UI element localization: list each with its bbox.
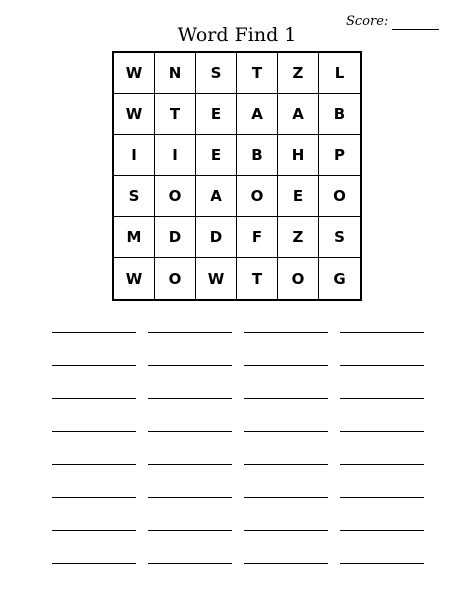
answer-blank-line bbox=[244, 497, 328, 498]
grid-cell: A bbox=[196, 176, 237, 217]
grid-cell: A bbox=[278, 94, 319, 135]
answer-blank-line bbox=[148, 431, 232, 432]
grid-cell: S bbox=[114, 176, 155, 217]
answer-blank-line bbox=[52, 530, 136, 531]
answer-blank-line bbox=[340, 332, 424, 333]
answer-blank-line bbox=[52, 464, 136, 465]
grid-cell: O bbox=[155, 258, 196, 299]
grid-cell: I bbox=[114, 135, 155, 176]
grid-cell: W bbox=[114, 94, 155, 135]
grid-cell: N bbox=[155, 53, 196, 94]
grid-cell: O bbox=[278, 258, 319, 299]
grid-cell: L bbox=[319, 53, 360, 94]
grid-cell: D bbox=[196, 217, 237, 258]
grid-cell: S bbox=[196, 53, 237, 94]
grid-cell: E bbox=[278, 176, 319, 217]
answer-blank-line bbox=[340, 464, 424, 465]
answer-blank-line bbox=[148, 530, 232, 531]
grid-cell: W bbox=[196, 258, 237, 299]
answer-blank-line bbox=[340, 497, 424, 498]
grid-cell: Z bbox=[278, 53, 319, 94]
grid-cell: O bbox=[237, 176, 278, 217]
grid-cell: W bbox=[114, 258, 155, 299]
grid-cell: B bbox=[237, 135, 278, 176]
answer-blank-line bbox=[244, 464, 328, 465]
grid-cell: T bbox=[155, 94, 196, 135]
answer-blank-line bbox=[52, 398, 136, 399]
answer-blank-line bbox=[52, 563, 136, 564]
answer-blank-line bbox=[244, 398, 328, 399]
answer-blank-line bbox=[340, 563, 424, 564]
answer-blank-line bbox=[148, 398, 232, 399]
grid-cell: B bbox=[319, 94, 360, 135]
grid-cell: M bbox=[114, 217, 155, 258]
grid-cell: E bbox=[196, 94, 237, 135]
answer-blank-line bbox=[340, 365, 424, 366]
grid-cell: G bbox=[333, 269, 346, 288]
answer-blank-line bbox=[244, 332, 328, 333]
answer-blank-line bbox=[148, 365, 232, 366]
answer-blank-line bbox=[148, 497, 232, 498]
answer-blank-line bbox=[52, 431, 136, 432]
grid-cell: O bbox=[319, 176, 360, 217]
answer-blank-line bbox=[340, 530, 424, 531]
answer-blank-line bbox=[52, 365, 136, 366]
answer-blank-line bbox=[244, 530, 328, 531]
score-label: Score: bbox=[346, 14, 389, 29]
grid-cell: S bbox=[319, 217, 360, 258]
answer-blank-line bbox=[148, 332, 232, 333]
answer-blank-line bbox=[148, 563, 232, 564]
answer-blank-line bbox=[244, 365, 328, 366]
grid-cell: E bbox=[196, 135, 237, 176]
grid-cell: T bbox=[237, 258, 278, 299]
grid-cell: A bbox=[237, 94, 278, 135]
answer-blank-line bbox=[340, 398, 424, 399]
grid-cell: D bbox=[155, 217, 196, 258]
answer-blank-line bbox=[52, 497, 136, 498]
answer-blank-line bbox=[148, 464, 232, 465]
answer-blank-line bbox=[244, 563, 328, 564]
grid-cell: H bbox=[278, 135, 319, 176]
answer-blank-line bbox=[244, 431, 328, 432]
grid-cell: P bbox=[319, 135, 360, 176]
grid-cell: Z bbox=[278, 217, 319, 258]
grid-cell: W bbox=[114, 53, 155, 94]
grid-cell: I bbox=[155, 135, 196, 176]
grid-cell: T bbox=[237, 53, 278, 94]
answer-blank-line bbox=[340, 431, 424, 432]
page-title: Word Find 1 bbox=[177, 24, 297, 46]
grid-cell: O bbox=[155, 176, 196, 217]
grid-cell: F bbox=[237, 217, 278, 258]
answer-blank-line bbox=[52, 332, 136, 333]
word-find-grid bbox=[112, 51, 362, 301]
answer-lines bbox=[52, 332, 424, 564]
